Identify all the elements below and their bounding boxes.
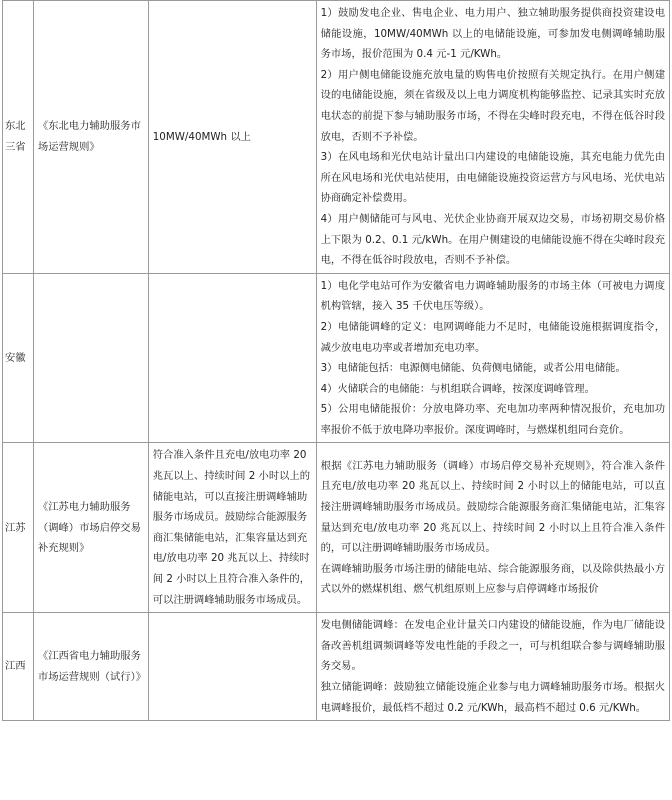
- table-row: [3, 273, 670, 443]
- policy-table: [2, 0, 670, 721]
- region-cell: 东北三省: [3, 1, 34, 274]
- detail-paragraph: 4）用户侧储能可与风电、光伏企业协商开展双边交易，市场初期交易价格上下限为 0.2、0.1 元/kWh。在用户侧建设的电储能设施不得在尖峰时段充电，不得在低谷时段放电，否则不予补偿。: [320, 212, 665, 267]
- document-cell: 《江西省电力辅助服务市场运营规则（试行）》: [33, 613, 148, 721]
- region-cell: 江苏: [3, 443, 34, 613]
- detail-paragraph: 根据《江苏电力辅助服务（调峰）市场启停交易补充规则》，符合准入条件且充电/放电功率 20 兆瓦以上、持续时间 2 小时以上的储能电站，可以直接注册调峰辅助服务市场成员。鼓励综合能源服务商汇集储能电站，汇集容量达到充电/放电功率 20 兆瓦以上、持续时间 2 小时以上且符合准入条件的，可以注册调峰辅助服务市场成员。: [320, 459, 665, 555]
- details-cell: [316, 443, 669, 613]
- document-cell: 《东北电力辅助服务市场运营规则》: [33, 1, 148, 274]
- table-row: [3, 1, 670, 274]
- detail-paragraph: 3）在风电场和光伏电站计量出口内建设的电储能设施，其充电能力优先由所在风电场和光伏电站使用，由电储能设施投资运营方与风电场、光伏电站协商确定补偿费用。: [320, 151, 665, 205]
- region-cell: 江西: [3, 613, 34, 721]
- document-cell: 《江苏电力辅助服务（调峰）市场启停交易补充规则》: [33, 443, 148, 613]
- details-cell: [316, 1, 669, 274]
- document-cell: [33, 273, 148, 443]
- detail-paragraph: 2）用户侧电储能设施充放电量的购售电价按照有关规定执行。在用户侧建设的电储能设施，须在省级及以上电力调度机构能够监控、记录其实时充放电状态的前提下参与辅助服务市场，不得在尖峰时段充电，不得在低谷时段放电，否则不予补偿。: [320, 68, 665, 143]
- detail-paragraph: 独立储能调峰：鼓励独立储能设施企业参与电力调峰辅助服务市场。根据火电调峰报价，最低档不超过 0.2 元/KWh，最高档不超过 0.6 元/KWh。: [320, 681, 665, 714]
- detail-paragraph: 3）电储能包括：电源侧电储能、负荷侧电储能，或者公用电储能。: [320, 362, 626, 375]
- detail-paragraph: 发电侧储能调峰：在发电企业计量关口内建设的储能设施，作为电厂储能设备改善机组调频调峰等发电性能的手段之一，可与机组联合参与调峰辅助服务交易。: [320, 619, 665, 673]
- criteria-cell: [148, 273, 316, 443]
- detail-paragraph: 在调峰辅助服务市场注册的储能电站、综合能源服务商，以及除供热最小方式以外的燃煤机组、燃气机组原则上应参与启停调峰市场报价: [320, 562, 665, 596]
- criteria-cell: 10MW/40MWh 以上: [148, 1, 316, 274]
- criteria-cell: [148, 613, 316, 721]
- detail-paragraph: 2）电储能调峰的定义：电网调峰能力不足时，电储能设施根据调度指令，减少放电电功率或者增加充电功率。: [320, 320, 665, 354]
- detail-paragraph: 1）鼓励发电企业、售电企业、电力用户、独立辅助服务提供商投资建设电储能设施，10MW/40MWh 以上的电储能设施，可参加发电侧调峰辅助服务市场，报价范围为 0.4 元-1 元/KWh。: [320, 7, 665, 61]
- details-cell: [316, 613, 669, 721]
- table-row: [3, 443, 670, 613]
- table-row: [3, 613, 670, 721]
- criteria-cell: 符合准入条件且充电/放电功率 20 兆瓦以上、持续时间 2 小时以上的储能电站，可以直接注册调峰辅助服务市场成员。鼓励综合能源服务商汇集储能电站，汇集容量达到充电/放电功率 20 兆瓦以上、持续时间 2 小时以上且符合准入条件的，可以注册调峰辅助服务市场成员。: [148, 443, 316, 613]
- detail-paragraph: 4）火储联合的电储能：与机组联合调峰，按深度调峰管理。: [320, 382, 595, 395]
- detail-paragraph: 5）公用电储能报价：分放电降功率、充电加功率两种情况报价，充电加功率报价不低于放电降功率报价。深度调峰时，与燃煤机组同台竞价。: [320, 403, 665, 436]
- region-cell: 安徽: [3, 273, 34, 443]
- detail-paragraph: 1）电化学电站可作为安徽省电力调峰辅助服务的市场主体（可被电力调度机构管辖，接入 35 千伏电压等级）。: [320, 279, 665, 313]
- details-cell: [316, 273, 669, 443]
